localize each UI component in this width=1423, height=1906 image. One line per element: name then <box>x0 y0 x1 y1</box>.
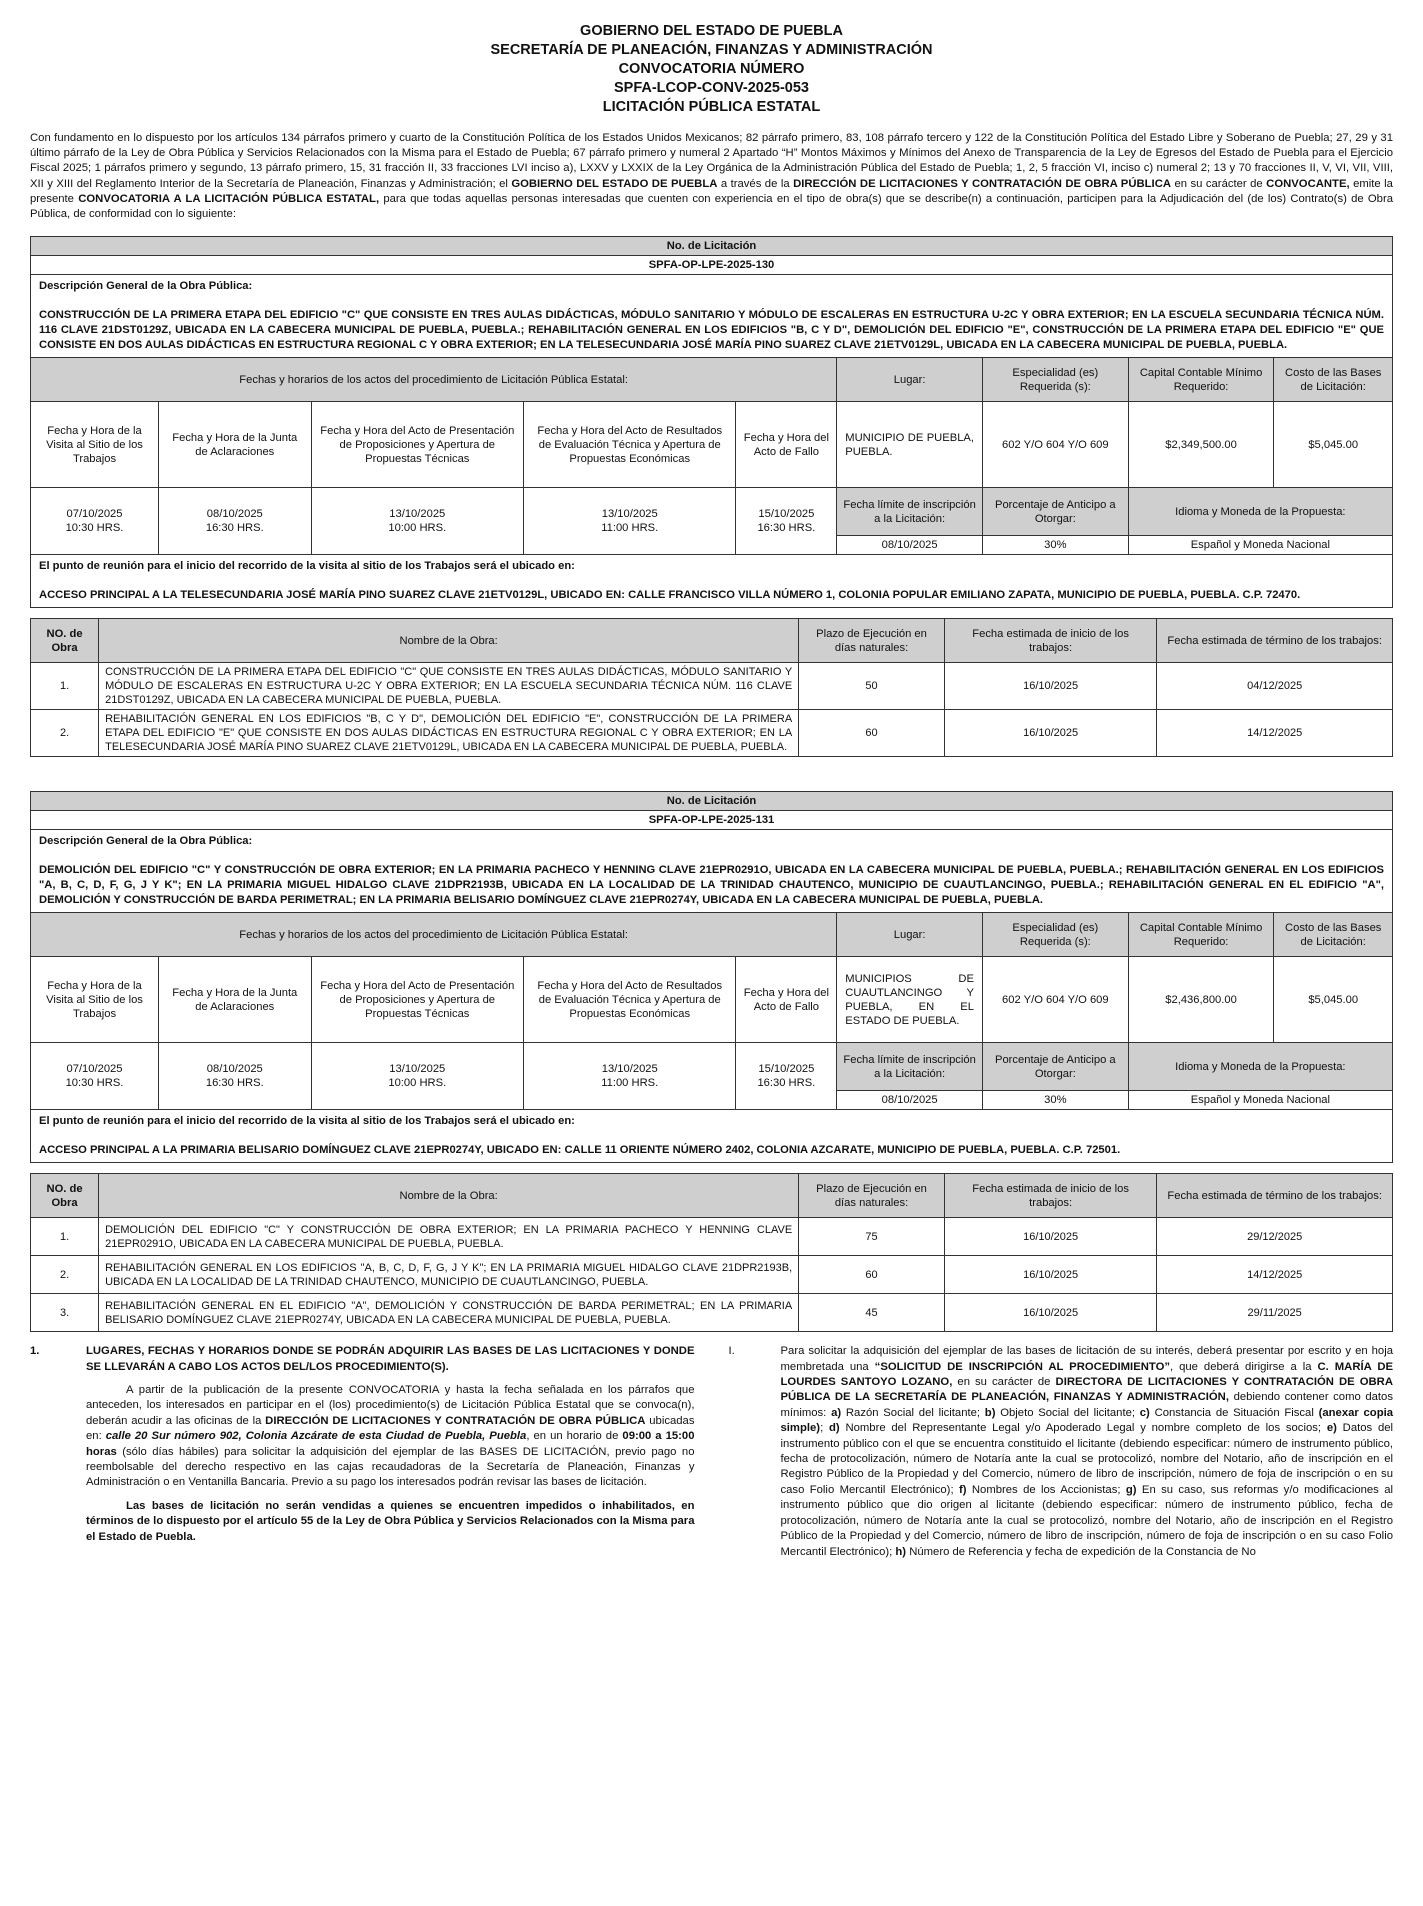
nombre-obra-header: Nombre de la Obra: <box>99 1174 799 1218</box>
anticipo-value: 30% <box>982 536 1128 555</box>
lugar-value: MUNICIPIO DE PUEBLA, PUEBLA. <box>837 402 983 488</box>
obra-termino: 04/12/2025 <box>1157 663 1393 710</box>
sI-b: “SOLICITUD DE INSCRIPCIÓN AL PROCEDIMIENTO” <box>874 1360 1171 1373</box>
punto-reunion-label: El punto de reunión para el inicio del recorrido de la visita al sitio de los Trabajos será el ubicado en: <box>39 560 575 573</box>
obra-inicio: 16/10/2025 <box>944 710 1156 757</box>
intro-text-1: Con fundamento en lo dispuesto por los artículos 134 párrafos primero y cuarto de la Constitución Política de los Estados Unidos Mexicanos; 82 párrafo primero, 83, 108 párrafo tercero y 122 de la Constitución Política del Estado Libre y Soberano de Puebla; 27, 29 y 31 último párrafo de la Ley de Obra Pública y Servicios Relacionados con la Misma para el Estado de Puebla; 67 párrafo primero y numeral 2 Apartado “H” Montos Máximos y Mínimos del Anexo de Transparencia de la Ley de Egresos del Estado de Puebla para el Ejercicio Fiscal 2025; 1 párrafos primero y segundo, 13 párrafo primero, 15, 31 fracción II, 33 fracciones LVI inciso a), LXXV y LXXIX de la Ley Orgánica de la Administración Pública del Estado de Puebla; 1, 2, 5 fracción VI, inciso c) numeral 2; 13 y 70 fracciones II, V, VI, VII, VIII, XII y XIII del Reglamento Interior de la Secretaría de Planeación, Finanzas y Administración; el <box>30 132 1393 190</box>
resultados-date: 13/10/2025 <box>601 508 658 521</box>
obra-nombre: REHABILITACIÓN GENERAL EN LOS EDIFICIOS "B, C Y D", DEMOLICIÓN DEL EDIFICIO "E", CONSTRUCCIÓN DE LA PRIMERA ETAPA DEL EDIFICIO "E" QUE CONSISTE EN DOS AULAS DIDÁCTICAS EN ESTRUCTURA REGIONAL C Y OBRA EXTERIOR; EN LA TELESECUNDARIA JOSÉ MARÍA PINO SUAREZ CLAVE 21ETV0129L, UBICADA EN LA CABECERA MUNICIPAL DE PUEBLA, PUEBLA. <box>99 710 799 757</box>
presentacion-value <box>311 1043 523 1110</box>
sI-l: c) <box>1139 1406 1150 1419</box>
anticipo-label: Porcentaje de Anticipo a Otorgar: <box>982 488 1128 536</box>
junta-time: 16:30 HRS. <box>205 1077 264 1090</box>
capital-value: $2,349,500.00 <box>1128 402 1274 488</box>
obra-inicio: 16/10/2025 <box>944 1256 1156 1294</box>
capital-label: Capital Contable Mínimo Requerido: <box>1128 358 1274 402</box>
sI-d: C. MARÍA DE LOURDES SANTOYO LOZANO, <box>780 1360 1394 1389</box>
fechas-horarios-label: Fechas y horarios de los actos del procedimiento de Licitación Pública Estatal: <box>31 358 837 402</box>
fallo-value <box>736 488 837 555</box>
presentacion-time: 10:00 HRS. <box>388 1077 447 1090</box>
lugar-value: MUNICIPIOS DE CUAUTLANCINGO Y PUEBLA, EN EL ESTADO DE PUEBLA. <box>837 957 983 1043</box>
idioma-label: Idioma y Moneda de la Propuesta: <box>1128 1043 1392 1091</box>
obra-description: DEMOLICIÓN DEL EDIFICIO "C" Y CONSTRUCCIÓN DE OBRA EXTERIOR; EN LA PRIMARIA PACHECO Y HENNING CLAVE 21EPR0291O, UBICADA EN LA CABECERA MUNICIPAL DE PUEBLA, PUEBLA.; REHABILITACIÓN GENERAL EN LOS EDIFICIOS "A, B, C, D, F, G, J Y K"; EN LA PRIMARIA MIGUEL HIDALGO CLAVE 21DPR2193B, UBICADA EN LA LOCALIDAD DE LA TRINIDAD CHAUTENCO, MUNICIPIO DE CUAUTLANCINGO, PUEBLA.; REHABILITACIÓN GENERAL EN EL EDIFICIO "A", DEMOLICIÓN Y CONSTRUCCIÓN DE BARDA PERIMETRAL; EN LA PRIMARIA BELISARIO DOMÍNGUEZ CLAVE 21EPR0274Y, UBICADA EN LA CABECERA MUNICIPAL DE PUEBLA, PUEBLA. <box>39 864 1384 907</box>
sI-t: f) <box>958 1483 967 1496</box>
visita-time: 10:30 HRS. <box>65 1077 124 1090</box>
no-obra-header: NO. de Obra <box>31 1174 99 1218</box>
intro-text-3: en su carácter de <box>1174 177 1263 190</box>
s1-address: calle 20 Sur número 902, Colonia Azcárate de esta Ciudad de Puebla, Puebla <box>105 1430 527 1443</box>
section-I-number: I. <box>728 1345 735 1358</box>
especialidad-value: 602 Y/O 604 Y/O 609 <box>982 957 1128 1043</box>
section-1-title: LUGARES, FECHAS Y HORARIOS DONDE SE PODRÁN ADQUIRIR LAS BASES DE LAS LICITACIONES Y DONDE SE LLEVARÁN A CABO LOS ACTOS DEL/LOS PROCEDIMIENTO(S). <box>86 1345 695 1373</box>
intro-text-5: para que todas aquellas personas interesadas que cuenten con experiencia en el tipo de obra(s) que se describe(n) a continuación, participen para la Adjudicación del (de los) Contrato(s) de Obra Pública, de conformidad con lo siguiente: <box>30 192 1394 221</box>
punto-reunion-label: El punto de reunión para el inicio del recorrido de la visita al sitio de los Trabajos será el ubicado en: <box>39 1115 575 1128</box>
section-1-number: 1. <box>30 1345 40 1358</box>
no-licitacion-label: No. de Licitación <box>31 237 1393 256</box>
sI-m: Constancia de Situación Fiscal <box>1154 1406 1314 1419</box>
sI-o: ; <box>820 1422 824 1435</box>
especialidad-label: Especialidad (es) Requerida (s): <box>982 913 1128 957</box>
idioma-label: Idioma y Moneda de la Propuesta: <box>1128 488 1392 536</box>
capital-value: $2,436,800.00 <box>1128 957 1274 1043</box>
obra-description: CONSTRUCCIÓN DE LA PRIMERA ETAPA DEL EDIFICIO "C" QUE CONSISTE EN TRES AULAS DIDÁCTICAS, MÓDULO SANITARIO Y MÓDULO DE ESCALERAS EN ESTRUCTURA U-2C Y OBRA EXTERIOR; EN LA ESCUELA SECUNDARIA TÉCNICA NÚM. 116 CLAVE 21DST0129Z, UBICADA EN LA CABECERA MUNICIPAL DE PUEBLA, PUEBLA.; REHABILITACIÓN GENERAL EN LOS EDIFICIOS "B, C Y D", DEMOLICIÓN DEL EDIFICIO "E", CONSTRUCCIÓN DE LA PRIMERA ETAPA DEL EDIFICIO "E" QUE CONSISTE EN DOS AULAS DIDÁCTICAS EN ESTRUCTURA REGIONAL C Y OBRA EXTERIOR; EN LA TELESECUNDARIA JOSÉ MARÍA PINO SUAREZ CLAVE 21ETV0129L, UBICADA EN LA CABECERA MUNICIPAL DE PUEBLA, PUEBLA. <box>39 309 1384 352</box>
lugar-label: Lugar: <box>837 358 983 402</box>
intro-bold-4: CONVOCATORIA A LA LICITACIÓN PÚBLICA ESTATAL, <box>78 192 380 205</box>
sI-q: Nombre del Representante Legal y/o Apoderado Legal y nombre completo de los socios; <box>845 1422 1322 1435</box>
obra-no: 1. <box>31 663 99 710</box>
s1-bold-b: DIRECCIÓN DE LICITACIONES Y CONTRATACIÓN DE OBRA PÚBLICA <box>265 1414 646 1427</box>
no-obra-header: NO. de Obra <box>31 619 99 663</box>
obra-termino: 29/11/2025 <box>1157 1294 1393 1332</box>
sI-a: Para solicitar la adquisición del ejemplar de las bases de licitación de su interés, deberá presentar por escrito y en hoja membretada una <box>780 1345 1393 1373</box>
inicio-header: Fecha estimada de inicio de los trabajos: <box>944 1174 1156 1218</box>
licitacion-number: SPFA-OP-LPE-2025-131 <box>31 811 1393 830</box>
resultados-label: Fecha y Hora del Acto de Resultados de Evaluación Técnica y Apertura de Propuestas Económicas <box>524 402 736 488</box>
anticipo-label: Porcentaje de Anticipo a Otorgar: <box>982 1043 1128 1091</box>
punto-reunion-value: ACCESO PRINCIPAL A LA TELESECUNDARIA JOSÉ MARÍA PINO SUAREZ CLAVE 21ETV0129L, UBICADO EN: CALLE FRANCISCO VILLA NÚMERO 1, COLONIA POPULAR EMILIANO ZAPATA, MUNICIPIO DE PUEBLA, PUEBLA. C.P. 72470. <box>39 589 1301 602</box>
idioma-value: Español y Moneda Nacional <box>1128 1091 1392 1110</box>
obra-plazo: 60 <box>799 710 945 757</box>
sI-f: DIRECTORA DE LICITACIONES Y CONTRATACIÓN DE OBRA PÚBLICA DE LA SECRETARÍA DE PLANEACIÓN, FINANZAS Y ADMINISTRACIÓN, <box>780 1376 1394 1404</box>
fallo-date: 15/10/2025 <box>758 1063 815 1076</box>
sI-u: Nombres de los Accionistas; <box>971 1483 1121 1496</box>
licitacion-number: SPFA-OP-LPE-2025-130 <box>31 256 1393 275</box>
intro-paragraph <box>30 131 1393 222</box>
licitacion-table-2 <box>30 791 1393 1163</box>
table-row <box>31 710 1393 757</box>
obra-nombre: REHABILITACIÓN GENERAL EN LOS EDIFICIOS "A, B, C, D, F, G, J Y K"; EN LA PRIMARIA MIGUEL HIDALGO CLAVE 21DPR2193B, UBICADA EN LA LOCALIDAD DE LA TRINIDAD CHAUTENCO, MUNICIPIO DE CUAUTLANCINGO, PUEBLA. <box>99 1256 799 1294</box>
sI-e: en su carácter de <box>957 1376 1051 1389</box>
obras-table-2 <box>30 1173 1393 1332</box>
resultados-date: 13/10/2025 <box>601 1063 658 1076</box>
limite-value: 08/10/2025 <box>837 1091 983 1110</box>
fallo-time: 16:30 HRS. <box>757 1077 816 1090</box>
especialidad-value: 602 Y/O 604 Y/O 609 <box>982 402 1128 488</box>
termino-header: Fecha estimada de término de los trabajos: <box>1157 619 1393 663</box>
presentacion-date: 13/10/2025 <box>389 1063 446 1076</box>
visita-value <box>31 488 159 555</box>
sI-r: e) <box>1326 1422 1337 1435</box>
table-row <box>31 1218 1393 1256</box>
limite-label: Fecha límite de inscripción a la Licitación: <box>837 488 983 536</box>
obra-termino: 14/12/2025 <box>1157 1256 1393 1294</box>
section-1-paragraph-2: Las bases de licitación no serán vendidas a quienes se encuentren impedidos o inhabilitados, en términos de lo dispuesto por el artículo 55 de la Ley de Obra Pública y Servicios Relacionados con la Misma para el Estado de Puebla. <box>86 1499 695 1543</box>
fechas-horarios-label: Fechas y horarios de los actos del procedimiento de Licitación Pública Estatal: <box>31 913 837 957</box>
s1-text-e: , en un horario de <box>526 1430 619 1443</box>
presentacion-value <box>311 488 523 555</box>
section-I <box>729 1344 1394 1560</box>
descripcion-label: Descripción General de la Obra Pública: <box>39 835 253 848</box>
junta-time: 16:30 HRS. <box>205 522 264 535</box>
obra-inicio: 16/10/2025 <box>944 1294 1156 1332</box>
header-government: GOBIERNO DEL ESTADO DE PUEBLA <box>580 23 843 39</box>
nombre-obra-header: Nombre de la Obra: <box>99 619 799 663</box>
obra-plazo: 45 <box>799 1294 945 1332</box>
resultados-time: 11:00 HRS. <box>601 1077 659 1090</box>
sI-g: debiendo contener como datos mínimos: <box>780 1391 1393 1419</box>
section-I-paragraph <box>781 1344 1394 1560</box>
obra-termino: 14/12/2025 <box>1157 710 1393 757</box>
junta-date: 08/10/2025 <box>206 1063 263 1076</box>
sI-c: , que deberá dirigirse a la <box>1170 1360 1312 1373</box>
obra-no: 3. <box>31 1294 99 1332</box>
plazo-header: Plazo de Ejecución en días naturales: <box>799 1174 945 1218</box>
junta-label: Fecha y Hora de la Junta de Aclaraciones <box>159 957 312 1043</box>
section-I-body <box>729 1344 1394 1560</box>
anticipo-value: 30% <box>982 1091 1128 1110</box>
s1-text-a: A partir de la publicación de la presente CONVOCATORIA y hasta la fecha señalada en los párrafos que anteceden, los interesados en participar en el (los) procedimiento(s) de Licitación Pública Estatal que se convoca(n), deberán acudir a las oficinas de la <box>86 1384 695 1427</box>
header-convocatoria: CONVOCATORIA NÚMERO <box>618 61 805 77</box>
intro-bold-2: DIRECCIÓN DE LICITACIONES Y CONTRATACIÓN DE OBRA PÚBLICA <box>793 177 1172 190</box>
costo-value: $5,045.00 <box>1274 957 1393 1043</box>
sI-y: Número de Referencia y fecha de expedición de la Constancia de No <box>909 1545 1256 1558</box>
table-row <box>31 1256 1393 1294</box>
sI-w: En su caso, sus reformas y/o modificaciones al instrumento público que dio origen al licitante (debiendo especificar: número de instrumento público, fecha de protocolización, número de Notaría ante la cual se protocolizó, nombre del Notario, año de inscripción en el Registro Público de la Propiedad y del Comercio, número de libro de inscripción, número de foja de inscripción o en su caso Folio Mercantil Electrónico); <box>780 1483 1393 1558</box>
visita-time: 10:30 HRS. <box>65 522 124 535</box>
especialidad-label: Especialidad (es) Requerida (s): <box>982 358 1128 402</box>
visita-label: Fecha y Hora de la Visita al Sitio de los Trabajos <box>31 402 159 488</box>
limite-value: 08/10/2025 <box>837 536 983 555</box>
section-1 <box>30 1344 695 1560</box>
sI-s: Datos del instrumento público con el que se encuentra constituido el licitante (debiendo especificar: número de instrumento público, fecha de protocolización, número de Notaría ante la cual se protocolizó, nombre del Notario, año de inscripción en el Registro Público de la Propiedad y del Comercio, número de libro de inscripción, número de foja de inscripción o en su caso Folio Mercantil Electrónico); <box>780 1422 1394 1496</box>
obra-plazo: 60 <box>799 1256 945 1294</box>
obra-inicio: 16/10/2025 <box>944 663 1156 710</box>
table-row <box>31 1294 1393 1332</box>
junta-date: 08/10/2025 <box>206 508 263 521</box>
fallo-label: Fecha y Hora del Acto de Fallo <box>736 402 837 488</box>
obra-termino: 29/12/2025 <box>1157 1218 1393 1256</box>
obra-description-cell <box>31 830 1393 913</box>
document-header <box>30 22 1393 117</box>
fallo-value <box>736 1043 837 1110</box>
obra-nombre: CONSTRUCCIÓN DE LA PRIMERA ETAPA DEL EDIFICIO "C" QUE CONSISTE EN TRES AULAS DIDÁCTICAS, MÓDULO SANITARIO Y MÓDULO DE ESCALERAS EN ESTRUCTURA U-2C Y OBRA EXTERIOR; EN LA ESCUELA SECUNDARIA TÉCNICA NÚM. 116 CLAVE 21DST0129Z, UBICADA EN LA CABECERA MUNICIPAL DE PUEBLA, PUEBLA. <box>99 663 799 710</box>
visita-value <box>31 1043 159 1110</box>
obra-nombre: REHABILITACIÓN GENERAL EN EL EDIFICIO "A", DEMOLICIÓN Y CONSTRUCCIÓN DE BARDA PERIMETRAL; EN LA PRIMARIA BELISARIO DOMÍNGUEZ CLAVE 21EPR0274Y, UBICADA EN LA CABECERA MUNICIPAL DE PUEBLA, PUEBLA. <box>99 1294 799 1332</box>
obra-no: 1. <box>31 1218 99 1256</box>
lugar-label: Lugar: <box>837 913 983 957</box>
visita-label: Fecha y Hora de la Visita al Sitio de los Trabajos <box>31 957 159 1043</box>
presentacion-time: 10:00 HRS. <box>388 522 447 535</box>
punto-reunion-cell <box>31 1110 1393 1163</box>
intro-text-2: a través de la <box>720 177 790 190</box>
presentacion-label: Fecha y Hora del Acto de Presentación de Proposiciones y Apertura de Propuestas Técnicas <box>311 402 523 488</box>
resultados-value <box>524 1043 736 1110</box>
obra-inicio: 16/10/2025 <box>944 1218 1156 1256</box>
obras-table-1 <box>30 618 1393 757</box>
resultados-time: 11:00 HRS. <box>601 522 659 535</box>
obra-no: 2. <box>31 710 99 757</box>
s1-text-c: ubicadas en: <box>86 1414 695 1443</box>
limite-label: Fecha límite de inscripción a la Licitación: <box>837 1043 983 1091</box>
no-licitacion-label: No. de Licitación <box>31 792 1393 811</box>
fallo-label: Fecha y Hora del Acto de Fallo <box>736 957 837 1043</box>
resultados-label: Fecha y Hora del Acto de Resultados de Evaluación Técnica y Apertura de Propuestas Económicas <box>524 957 736 1043</box>
obra-nombre: DEMOLICIÓN DEL EDIFICIO "C" Y CONSTRUCCIÓN DE OBRA EXTERIOR; EN LA PRIMARIA PACHECO Y HENNING CLAVE 21EPR0291O, UBICADA EN LA CABECERA MUNICIPAL DE PUEBLA, PUEBLA. <box>99 1218 799 1256</box>
obra-plazo: 75 <box>799 1218 945 1256</box>
costo-value: $5,045.00 <box>1274 402 1393 488</box>
header-licitacion-type: LICITACIÓN PÚBLICA ESTATAL <box>602 99 821 115</box>
sI-p: d) <box>828 1422 840 1435</box>
section-1-heading <box>30 1344 695 1375</box>
visita-date: 07/10/2025 <box>66 1063 123 1076</box>
header-convocatoria-number: SPFA-LCOP-CONV-2025-053 <box>613 80 809 96</box>
table-row <box>31 663 1393 710</box>
s1-text-g: (sólo días hábiles) para solicitar la adquisición del ejemplar de las BASES DE LICITACIÓN, previo pago no reembolsable del derecho respectivo en las cajas recaudadoras de la Secretaría de Planeación, Finanzas y Administración o en Ventanilla Bancaria. Previo a su pago los interesados podrán revisar las bases de licitación. <box>86 1445 695 1489</box>
sI-v: g) <box>1125 1483 1137 1496</box>
intro-text-4: emite la presente <box>30 177 1393 205</box>
presentacion-date: 13/10/2025 <box>389 508 446 521</box>
plazo-header: Plazo de Ejecución en días naturales: <box>799 619 945 663</box>
resultados-value <box>524 488 736 555</box>
termino-header: Fecha estimada de término de los trabajos: <box>1157 1174 1393 1218</box>
presentacion-label: Fecha y Hora del Acto de Presentación de Proposiciones y Apertura de Propuestas Técnicas <box>311 957 523 1043</box>
punto-reunion-value: ACCESO PRINCIPAL A LA PRIMARIA BELISARIO DOMÍNGUEZ CLAVE 21EPR0274Y, UBICADO EN: CALLE 11 ORIENTE NÚMERO 2402, COLONIA AZCARATE, MUNICIPIO DE PUEBLA, PUEBLA. C.P. 72501. <box>39 1144 1121 1157</box>
visita-date: 07/10/2025 <box>66 508 123 521</box>
costo-label: Costo de las Bases de Licitación: <box>1274 913 1393 957</box>
junta-value <box>159 1043 312 1110</box>
fallo-time: 16:30 HRS. <box>757 522 816 535</box>
junta-label: Fecha y Hora de la Junta de Aclaraciones <box>159 402 312 488</box>
obra-plazo: 50 <box>799 663 945 710</box>
sI-x: h) <box>895 1545 907 1558</box>
s1-schedule: 09:00 a 15:00 horas <box>86 1430 695 1458</box>
header-secretaria: SECRETARÍA DE PLANEACIÓN, FINANZAS Y ADMINISTRACIÓN <box>490 42 933 58</box>
sI-h: a) <box>831 1406 842 1419</box>
capital-label: Capital Contable Mínimo Requerido: <box>1128 913 1274 957</box>
licitacion-table-1 <box>30 236 1393 608</box>
sI-n: (anexar copia simple) <box>780 1406 1394 1435</box>
obra-no: 2. <box>31 1256 99 1294</box>
sI-i: Razón Social del licitante; <box>845 1406 981 1419</box>
obra-description-cell <box>31 275 1393 358</box>
punto-reunion-cell <box>31 555 1393 608</box>
intro-bold-1: GOBIERNO DEL ESTADO DE PUEBLA <box>511 177 718 190</box>
idioma-value: Español y Moneda Nacional <box>1128 536 1392 555</box>
bottom-sections <box>30 1344 1393 1560</box>
fallo-date: 15/10/2025 <box>758 508 815 521</box>
junta-value <box>159 488 312 555</box>
section-1-paragraph-1 <box>30 1383 695 1491</box>
descripcion-label: Descripción General de la Obra Pública: <box>39 280 253 293</box>
costo-label: Costo de las Bases de Licitación: <box>1274 358 1393 402</box>
inicio-header: Fecha estimada de inicio de los trabajos: <box>944 619 1156 663</box>
intro-bold-3: CONVOCANTE, <box>1266 177 1350 190</box>
sI-k: Objeto Social del licitante; <box>1000 1406 1136 1419</box>
sI-j: b) <box>984 1406 996 1419</box>
